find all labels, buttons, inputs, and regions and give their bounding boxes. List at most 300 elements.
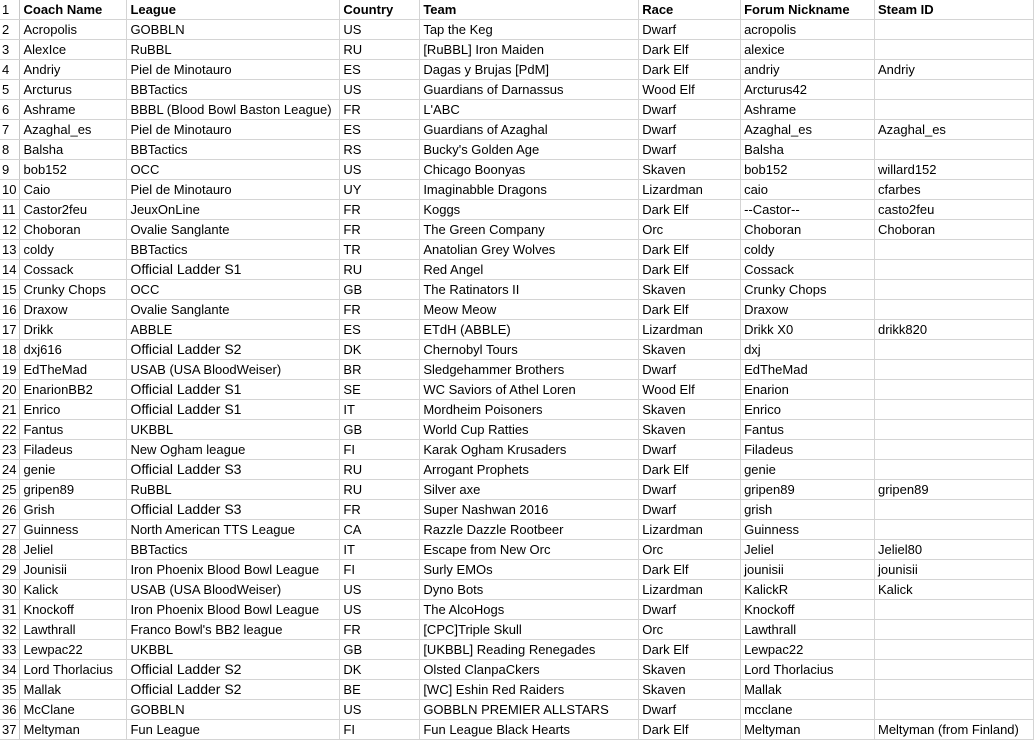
cell-coach-name[interactable]: Choboran	[20, 220, 127, 240]
cell-forum-nickname[interactable]: Enrico	[741, 400, 875, 420]
row-number[interactable]: 15	[0, 280, 20, 300]
cell-coach-name[interactable]: Knockoff	[20, 600, 127, 620]
cell-country[interactable]: TR	[340, 240, 420, 260]
cell-country[interactable]: RU	[340, 260, 420, 280]
row-number[interactable]: 8	[0, 140, 20, 160]
row-number[interactable]: 22	[0, 420, 20, 440]
cell-country[interactable]: GB	[340, 280, 420, 300]
cell-league[interactable]: RuBBL	[127, 40, 340, 60]
cell-team[interactable]: Meow Meow	[420, 300, 639, 320]
cell-coach-name[interactable]: Acropolis	[20, 20, 127, 40]
cell-country[interactable]: DK	[340, 660, 420, 680]
cell-race[interactable]: Dwarf	[639, 480, 741, 500]
cell-steam-id[interactable]	[874, 660, 1033, 680]
cell-race[interactable]: Dwarf	[639, 20, 741, 40]
cell-forum-nickname[interactable]: grish	[741, 500, 875, 520]
row-number[interactable]: 6	[0, 100, 20, 120]
cell-coach-name[interactable]: Balsha	[20, 140, 127, 160]
cell-coach-name[interactable]: Azaghal_es	[20, 120, 127, 140]
cell-forum-nickname[interactable]: coldy	[741, 240, 875, 260]
cell-steam-id[interactable]	[874, 380, 1033, 400]
cell-forum-nickname[interactable]: Balsha	[741, 140, 875, 160]
cell-team[interactable]: Sledgehammer Brothers	[420, 360, 639, 380]
cell-forum-nickname[interactable]: gripen89	[741, 480, 875, 500]
cell-race[interactable]: Skaven	[639, 340, 741, 360]
cell-forum-nickname[interactable]: Guinness	[741, 520, 875, 540]
cell-country[interactable]: US	[340, 80, 420, 100]
cell-league[interactable]: OCC	[127, 280, 340, 300]
cell-forum-nickname[interactable]: Crunky Chops	[741, 280, 875, 300]
cell-country[interactable]: ES	[340, 120, 420, 140]
cell-coach-name[interactable]: Ashrame	[20, 100, 127, 120]
cell-country[interactable]: GB	[340, 640, 420, 660]
row-number[interactable]: 11	[0, 200, 20, 220]
cell-team[interactable]: Dagas y Brujas [PdM]	[420, 60, 639, 80]
cell-country[interactable]: DK	[340, 340, 420, 360]
cell-league[interactable]: Official Ladder S2	[127, 680, 340, 700]
cell-league[interactable]: Ovalie Sanglante	[127, 220, 340, 240]
cell-steam-id[interactable]	[874, 700, 1033, 720]
cell-coach-name[interactable]: gripen89	[20, 480, 127, 500]
cell-country[interactable]: FI	[340, 720, 420, 740]
row-number[interactable]: 36	[0, 700, 20, 720]
cell-forum-nickname[interactable]: EdTheMad	[741, 360, 875, 380]
cell-team[interactable]: Escape from New Orc	[420, 540, 639, 560]
cell-coach-name[interactable]: Cossack	[20, 260, 127, 280]
cell-league[interactable]: Official Ladder S2	[127, 660, 340, 680]
cell-league[interactable]: BBTactics	[127, 140, 340, 160]
cell-league[interactable]: Official Ladder S3	[127, 460, 340, 480]
cell-team[interactable]: Chicago Boonyas	[420, 160, 639, 180]
cell-forum-nickname[interactable]: Azaghal_es	[741, 120, 875, 140]
cell-forum-nickname[interactable]: Lord Thorlacius	[741, 660, 875, 680]
cell-coach-name[interactable]: Filadeus	[20, 440, 127, 460]
cell-forum-nickname[interactable]: Enarion	[741, 380, 875, 400]
row-number[interactable]: 1	[0, 0, 20, 20]
row-number[interactable]: 4	[0, 60, 20, 80]
cell-race[interactable]: Dark Elf	[639, 200, 741, 220]
cell-race[interactable]: Dwarf	[639, 360, 741, 380]
row-number[interactable]: 18	[0, 340, 20, 360]
cell-steam-id[interactable]: Meltyman (from Finland)	[874, 720, 1033, 740]
table-row	[0, 80, 1034, 100]
cell-forum-nickname[interactable]: mcclane	[741, 700, 875, 720]
row-number[interactable]: 33	[0, 640, 20, 660]
row-number[interactable]: 32	[0, 620, 20, 640]
cell-league[interactable]: ABBLE	[127, 320, 340, 340]
cell-team[interactable]: Tap the Keg	[420, 20, 639, 40]
cell-race[interactable]: Dark Elf	[639, 300, 741, 320]
cell-league[interactable]: UKBBL	[127, 640, 340, 660]
row-number[interactable]: 21	[0, 400, 20, 420]
cell-league[interactable]: Franco Bowl's BB2 league	[127, 620, 340, 640]
cell-steam-id[interactable]	[874, 240, 1033, 260]
cell-coach-name[interactable]: Mallak	[20, 680, 127, 700]
cell-steam-id[interactable]	[874, 260, 1033, 280]
cell-coach-name[interactable]: bob152	[20, 160, 127, 180]
cell-country[interactable]: CA	[340, 520, 420, 540]
cell-league[interactable]: Piel de Minotauro	[127, 180, 340, 200]
cell-team[interactable]: Karak Ogham Krusaders	[420, 440, 639, 460]
row-number[interactable]: 16	[0, 300, 20, 320]
cell-race[interactable]: Dark Elf	[639, 260, 741, 280]
cell-coach-name[interactable]: genie	[20, 460, 127, 480]
cell-country[interactable]: FR	[340, 220, 420, 240]
cell-team[interactable]: [RuBBL] Iron Maiden	[420, 40, 639, 60]
cell-team[interactable]: WC Saviors of Athel Loren	[420, 380, 639, 400]
cell-team[interactable]: World Cup Ratties	[420, 420, 639, 440]
table-row	[0, 100, 1034, 120]
cell-coach-name[interactable]: Fantus	[20, 420, 127, 440]
cell-coach-name[interactable]: Crunky Chops	[20, 280, 127, 300]
cell-league[interactable]: Official Ladder S2	[127, 340, 340, 360]
cell-team[interactable]: Guardians of Darnassus	[420, 80, 639, 100]
cell-league[interactable]: Iron Phoenix Blood Bowl League	[127, 600, 340, 620]
cell-race[interactable]: Lizardman	[639, 520, 741, 540]
cell-forum-nickname[interactable]: genie	[741, 460, 875, 480]
cell-country[interactable]: US	[340, 20, 420, 40]
cell-country[interactable]: FR	[340, 620, 420, 640]
cell-league[interactable]: New Ogham league	[127, 440, 340, 460]
cell-race[interactable]: Dark Elf	[639, 560, 741, 580]
cell-team[interactable]: The Ratinators II	[420, 280, 639, 300]
cell-coach-name[interactable]: Castor2feu	[20, 200, 127, 220]
cell-team[interactable]: Silver axe	[420, 480, 639, 500]
cell-steam-id[interactable]: Kalick	[874, 580, 1033, 600]
cell-race[interactable]: Skaven	[639, 400, 741, 420]
cell-coach-name[interactable]: EnarionBB2	[20, 380, 127, 400]
cell-country[interactable]: ES	[340, 60, 420, 80]
cell-country[interactable]: US	[340, 700, 420, 720]
row-number[interactable]: 3	[0, 40, 20, 60]
cell-race[interactable]: Orc	[639, 220, 741, 240]
cell-league[interactable]: BBTactics	[127, 80, 340, 100]
cell-team[interactable]: [UKBBL] Reading Renegades	[420, 640, 639, 660]
cell-team[interactable]: Mordheim Poisoners	[420, 400, 639, 420]
cell-league[interactable]: Official Ladder S1	[127, 380, 340, 400]
cell-forum-nickname[interactable]: Arcturus42	[741, 80, 875, 100]
cell-steam-id[interactable]: drikk820	[874, 320, 1033, 340]
cell-country[interactable]: GB	[340, 420, 420, 440]
cell-coach-name[interactable]: Grish	[20, 500, 127, 520]
cell-race[interactable]: Dwarf	[639, 440, 741, 460]
cell-steam-id[interactable]	[874, 500, 1033, 520]
cell-forum-nickname[interactable]: Lawthrall	[741, 620, 875, 640]
cell-league[interactable]: UKBBL	[127, 420, 340, 440]
cell-team[interactable]: The Green Company	[420, 220, 639, 240]
row-number[interactable]: 10	[0, 180, 20, 200]
cell-forum-nickname[interactable]: caio	[741, 180, 875, 200]
cell-steam-id[interactable]	[874, 400, 1033, 420]
cell-steam-id[interactable]	[874, 640, 1033, 660]
cell-team[interactable]: The AlcoHogs	[420, 600, 639, 620]
cell-steam-id[interactable]: Choboran	[874, 220, 1033, 240]
cell-steam-id[interactable]: Azaghal_es	[874, 120, 1033, 140]
cell-race[interactable]: Dark Elf	[639, 460, 741, 480]
cell-forum-nickname[interactable]: andriy	[741, 60, 875, 80]
cell-steam-id[interactable]: cfarbes	[874, 180, 1033, 200]
cell-country[interactable]: FR	[340, 300, 420, 320]
cell-team[interactable]: Anatolian Grey Wolves	[420, 240, 639, 260]
cell-race[interactable]: Dark Elf	[639, 640, 741, 660]
cell-country[interactable]: ES	[340, 320, 420, 340]
cell-team[interactable]: Surly EMOs	[420, 560, 639, 580]
cell-steam-id[interactable]	[874, 40, 1033, 60]
cell-league[interactable]: Piel de Minotauro	[127, 120, 340, 140]
cell-country[interactable]: RU	[340, 480, 420, 500]
row-number[interactable]: 19	[0, 360, 20, 380]
header-cell-team[interactable]: Team	[420, 0, 639, 20]
cell-coach-name[interactable]: Arcturus	[20, 80, 127, 100]
cell-race[interactable]: Skaven	[639, 280, 741, 300]
cell-country[interactable]: IT	[340, 540, 420, 560]
cell-team[interactable]: Dyno Bots	[420, 580, 639, 600]
cell-race[interactable]: Wood Elf	[639, 80, 741, 100]
cell-race[interactable]: Lizardman	[639, 580, 741, 600]
cell-coach-name[interactable]: Andriy	[20, 60, 127, 80]
row-number[interactable]: 34	[0, 660, 20, 680]
cell-team[interactable]: L'ABC	[420, 100, 639, 120]
cell-race[interactable]: Orc	[639, 620, 741, 640]
cell-race[interactable]: Dark Elf	[639, 720, 741, 740]
row-number[interactable]: 27	[0, 520, 20, 540]
cell-steam-id[interactable]: Jeliel80	[874, 540, 1033, 560]
cell-league[interactable]: BBBL (Blood Bowl Baston League)	[127, 100, 340, 120]
row-number[interactable]: 12	[0, 220, 20, 240]
cell-country[interactable]: SE	[340, 380, 420, 400]
cell-coach-name[interactable]: dxj616	[20, 340, 127, 360]
cell-team[interactable]: Olsted ClanpaCkers	[420, 660, 639, 680]
cell-race[interactable]: Skaven	[639, 660, 741, 680]
header-cell-country[interactable]: Country	[340, 0, 420, 20]
cell-steam-id[interactable]	[874, 80, 1033, 100]
cell-forum-nickname[interactable]: Filadeus	[741, 440, 875, 460]
cell-league[interactable]: Official Ladder S1	[127, 260, 340, 280]
cell-coach-name[interactable]: Drikk	[20, 320, 127, 340]
cell-forum-nickname[interactable]: acropolis	[741, 20, 875, 40]
cell-country[interactable]: RS	[340, 140, 420, 160]
cell-team[interactable]: Razzle Dazzle Rootbeer	[420, 520, 639, 540]
cell-country[interactable]: FR	[340, 200, 420, 220]
cell-team[interactable]: Guardians of Azaghal	[420, 120, 639, 140]
cell-steam-id[interactable]: Andriy	[874, 60, 1033, 80]
cell-team[interactable]: [WC] Eshin Red Raiders	[420, 680, 639, 700]
row-number[interactable]: 2	[0, 20, 20, 40]
cell-forum-nickname[interactable]: alexice	[741, 40, 875, 60]
cell-team[interactable]: Fun League Black Hearts	[420, 720, 639, 740]
cell-forum-nickname[interactable]: Knockoff	[741, 600, 875, 620]
row-number[interactable]: 31	[0, 600, 20, 620]
cell-coach-name[interactable]: Jeliel	[20, 540, 127, 560]
row-number[interactable]: 23	[0, 440, 20, 460]
cell-coach-name[interactable]: Jounisii	[20, 560, 127, 580]
cell-steam-id[interactable]	[874, 360, 1033, 380]
cell-country[interactable]: FI	[340, 560, 420, 580]
cell-country[interactable]: IT	[340, 400, 420, 420]
cell-forum-nickname[interactable]: bob152	[741, 160, 875, 180]
table-row	[0, 720, 1034, 740]
cell-forum-nickname[interactable]: Draxow	[741, 300, 875, 320]
cell-steam-id[interactable]	[874, 20, 1033, 40]
cell-league[interactable]: OCC	[127, 160, 340, 180]
cell-country[interactable]: RU	[340, 40, 420, 60]
row-number[interactable]: 7	[0, 120, 20, 140]
cell-league[interactable]: USAB (USA BloodWeiser)	[127, 580, 340, 600]
cell-team[interactable]: Imaginabble Dragons	[420, 180, 639, 200]
cell-country[interactable]: FI	[340, 440, 420, 460]
cell-team[interactable]: ETdH (ABBLE)	[420, 320, 639, 340]
cell-coach-name[interactable]: coldy	[20, 240, 127, 260]
row-number[interactable]: 35	[0, 680, 20, 700]
cell-race[interactable]: Dark Elf	[639, 40, 741, 60]
cell-country[interactable]: FR	[340, 500, 420, 520]
cell-race[interactable]: Skaven	[639, 420, 741, 440]
cell-forum-nickname[interactable]: Mallak	[741, 680, 875, 700]
cell-forum-nickname[interactable]: --Castor--	[741, 200, 875, 220]
cell-coach-name[interactable]: AlexIce	[20, 40, 127, 60]
cell-forum-nickname[interactable]: KalickR	[741, 580, 875, 600]
row-number[interactable]: 37	[0, 720, 20, 740]
cell-steam-id[interactable]	[874, 620, 1033, 640]
cell-country[interactable]: US	[340, 600, 420, 620]
cell-league[interactable]: RuBBL	[127, 480, 340, 500]
cell-league[interactable]: Iron Phoenix Blood Bowl League	[127, 560, 340, 580]
cell-country[interactable]: US	[340, 160, 420, 180]
header-cell-steam-id[interactable]: Steam ID	[874, 0, 1033, 20]
cell-steam-id[interactable]: casto2feu	[874, 200, 1033, 220]
cell-forum-nickname[interactable]: Ashrame	[741, 100, 875, 120]
cell-race[interactable]: Lizardman	[639, 180, 741, 200]
cell-coach-name[interactable]: Caio	[20, 180, 127, 200]
row-number[interactable]: 25	[0, 480, 20, 500]
row-number[interactable]: 5	[0, 80, 20, 100]
cell-race[interactable]: Dwarf	[639, 120, 741, 140]
cell-steam-id[interactable]	[874, 460, 1033, 480]
row-number[interactable]: 24	[0, 460, 20, 480]
cell-team[interactable]: Bucky's Golden Age	[420, 140, 639, 160]
cell-steam-id[interactable]: jounisii	[874, 560, 1033, 580]
cell-steam-id[interactable]	[874, 520, 1033, 540]
cell-league[interactable]: Piel de Minotauro	[127, 60, 340, 80]
cell-league[interactable]: JeuxOnLine	[127, 200, 340, 220]
row-number[interactable]: 29	[0, 560, 20, 580]
cell-coach-name[interactable]: Kalick	[20, 580, 127, 600]
cell-team[interactable]: Koggs	[420, 200, 639, 220]
cell-race[interactable]: Dwarf	[639, 100, 741, 120]
cell-coach-name[interactable]: Lawthrall	[20, 620, 127, 640]
cell-coach-name[interactable]: Meltyman	[20, 720, 127, 740]
cell-race[interactable]: Dark Elf	[639, 240, 741, 260]
header-cell-race[interactable]: Race	[639, 0, 741, 20]
cell-league[interactable]: GOBBLN	[127, 700, 340, 720]
cell-country[interactable]: FR	[340, 100, 420, 120]
cell-country[interactable]: BR	[340, 360, 420, 380]
row-number[interactable]: 13	[0, 240, 20, 260]
cell-forum-nickname[interactable]: Meltyman	[741, 720, 875, 740]
row-number[interactable]: 17	[0, 320, 20, 340]
cell-league[interactable]: BBTactics	[127, 240, 340, 260]
cell-steam-id[interactable]: gripen89	[874, 480, 1033, 500]
cell-forum-nickname[interactable]: Cossack	[741, 260, 875, 280]
cell-league[interactable]: BBTactics	[127, 540, 340, 560]
cell-coach-name[interactable]: Guinness	[20, 520, 127, 540]
row-number[interactable]: 26	[0, 500, 20, 520]
cell-coach-name[interactable]: Draxow	[20, 300, 127, 320]
cell-team[interactable]: Red Angel	[420, 260, 639, 280]
cell-league[interactable]: USAB (USA BloodWeiser)	[127, 360, 340, 380]
cell-forum-nickname[interactable]: Drikk X0	[741, 320, 875, 340]
cell-race[interactable]: Dwarf	[639, 500, 741, 520]
cell-coach-name[interactable]: McClane	[20, 700, 127, 720]
row-number[interactable]: 28	[0, 540, 20, 560]
cell-league[interactable]: Official Ladder S1	[127, 400, 340, 420]
cell-steam-id[interactable]	[874, 100, 1033, 120]
cell-forum-nickname[interactable]: jounisii	[741, 560, 875, 580]
row-number[interactable]: 14	[0, 260, 20, 280]
cell-steam-id[interactable]: willard152	[874, 160, 1033, 180]
cell-league[interactable]: Fun League	[127, 720, 340, 740]
cell-league[interactable]: North American TTS League	[127, 520, 340, 540]
cell-team[interactable]: Arrogant Prophets	[420, 460, 639, 480]
cell-team[interactable]: Super Nashwan 2016	[420, 500, 639, 520]
header-cell-league[interactable]: League	[127, 0, 340, 20]
cell-forum-nickname[interactable]: Fantus	[741, 420, 875, 440]
cell-forum-nickname[interactable]: dxj	[741, 340, 875, 360]
cell-steam-id[interactable]	[874, 680, 1033, 700]
cell-coach-name[interactable]: EdTheMad	[20, 360, 127, 380]
cell-league[interactable]: GOBBLN	[127, 20, 340, 40]
table-row	[0, 700, 1034, 720]
cell-race[interactable]: Dwarf	[639, 140, 741, 160]
cell-team[interactable]: [CPC]Triple Skull	[420, 620, 639, 640]
cell-steam-id[interactable]	[874, 600, 1033, 620]
cell-steam-id[interactable]	[874, 280, 1033, 300]
cell-race[interactable]: Skaven	[639, 160, 741, 180]
cell-team[interactable]: GOBBLN PREMIER ALLSTARS	[420, 700, 639, 720]
cell-race[interactable]: Dwarf	[639, 700, 741, 720]
cell-race[interactable]: Wood Elf	[639, 380, 741, 400]
cell-forum-nickname[interactable]: Jeliel	[741, 540, 875, 560]
cell-coach-name[interactable]: Enrico	[20, 400, 127, 420]
cell-steam-id[interactable]	[874, 300, 1033, 320]
cell-country[interactable]: RU	[340, 460, 420, 480]
cell-forum-nickname[interactable]: Lewpac22	[741, 640, 875, 660]
cell-race[interactable]: Dark Elf	[639, 60, 741, 80]
cell-race[interactable]: Lizardman	[639, 320, 741, 340]
cell-steam-id[interactable]	[874, 420, 1033, 440]
cell-league[interactable]: Official Ladder S3	[127, 500, 340, 520]
header-cell-forum-nickname[interactable]: Forum Nickname	[741, 0, 875, 20]
cell-country[interactable]: BE	[340, 680, 420, 700]
cell-forum-nickname[interactable]: Choboran	[741, 220, 875, 240]
cell-coach-name[interactable]: Lewpac22	[20, 640, 127, 660]
row-number[interactable]: 20	[0, 380, 20, 400]
cell-steam-id[interactable]	[874, 440, 1033, 460]
cell-country[interactable]: US	[340, 580, 420, 600]
cell-team[interactable]: Chernobyl Tours	[420, 340, 639, 360]
cell-steam-id[interactable]	[874, 140, 1033, 160]
cell-race[interactable]: Skaven	[639, 680, 741, 700]
row-number[interactable]: 30	[0, 580, 20, 600]
cell-steam-id[interactable]	[874, 340, 1033, 360]
row-number[interactable]: 9	[0, 160, 20, 180]
cell-league[interactable]: Ovalie Sanglante	[127, 300, 340, 320]
cell-country[interactable]: UY	[340, 180, 420, 200]
cell-coach-name[interactable]: Lord Thorlacius	[20, 660, 127, 680]
header-cell-coach-name[interactable]: Coach Name	[20, 0, 127, 20]
cell-race[interactable]: Orc	[639, 540, 741, 560]
cell-race[interactable]: Dwarf	[639, 600, 741, 620]
